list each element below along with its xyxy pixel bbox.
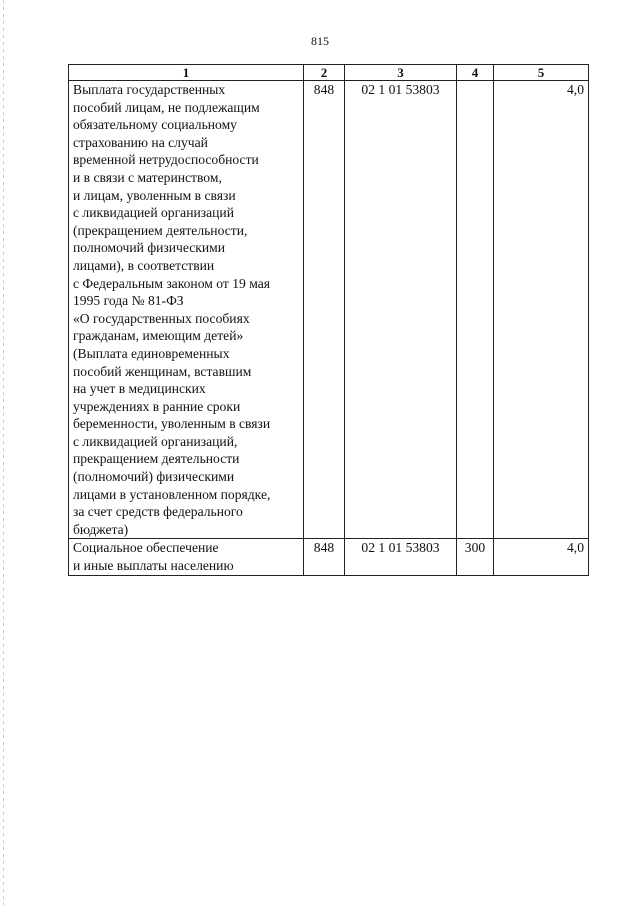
row-agency-code: 848 [304, 539, 345, 575]
row-agency-code: 848 [304, 81, 345, 539]
row-program-code: 02 1 01 53803 [345, 539, 457, 575]
row-amount: 4,0 [494, 81, 589, 539]
table-header-row [69, 65, 589, 81]
budget-table [68, 64, 589, 576]
column-header-3: 3 [345, 65, 457, 81]
column-header-4: 4 [457, 65, 494, 81]
table-row [69, 81, 589, 539]
row-expense-type [457, 81, 494, 539]
row-expense-type: 300 [457, 539, 494, 575]
page-number: 815 [311, 34, 329, 48]
row-amount: 4,0 [494, 539, 589, 575]
scan-edge-line [3, 0, 4, 905]
column-header-1: 1 [69, 65, 304, 81]
column-header-2: 2 [304, 65, 345, 81]
row-description: Выплата государственных пособий лицам, не подлежащим обязательному социальному страхованию на случай временной нетрудоспособности и в связи с материнством, и лицам, уволенным в связи с ликвидацией организаций (прекращением деятельности, полномочий физическими лицами), в соответствии с Федеральным законом от 19 мая 1995 года № 81-ФЗ «О государственных пособиях гражданам, имеющим детей» (Выплата единовременных пособий женщинам, вставшим на учет в медицинских учреждениях в ранние сроки беременности, уволенным в связи с ликвидацией организаций, прекращением деятельности (полномочий) физическими лицами в установленном порядке, за счет средств федерального бюджета) [69, 81, 304, 539]
column-header-5: 5 [494, 65, 589, 81]
row-program-code: 02 1 01 53803 [345, 81, 457, 539]
table-row [69, 539, 589, 575]
row-description: Социальное обеспечение и иные выплаты населению [69, 539, 304, 575]
